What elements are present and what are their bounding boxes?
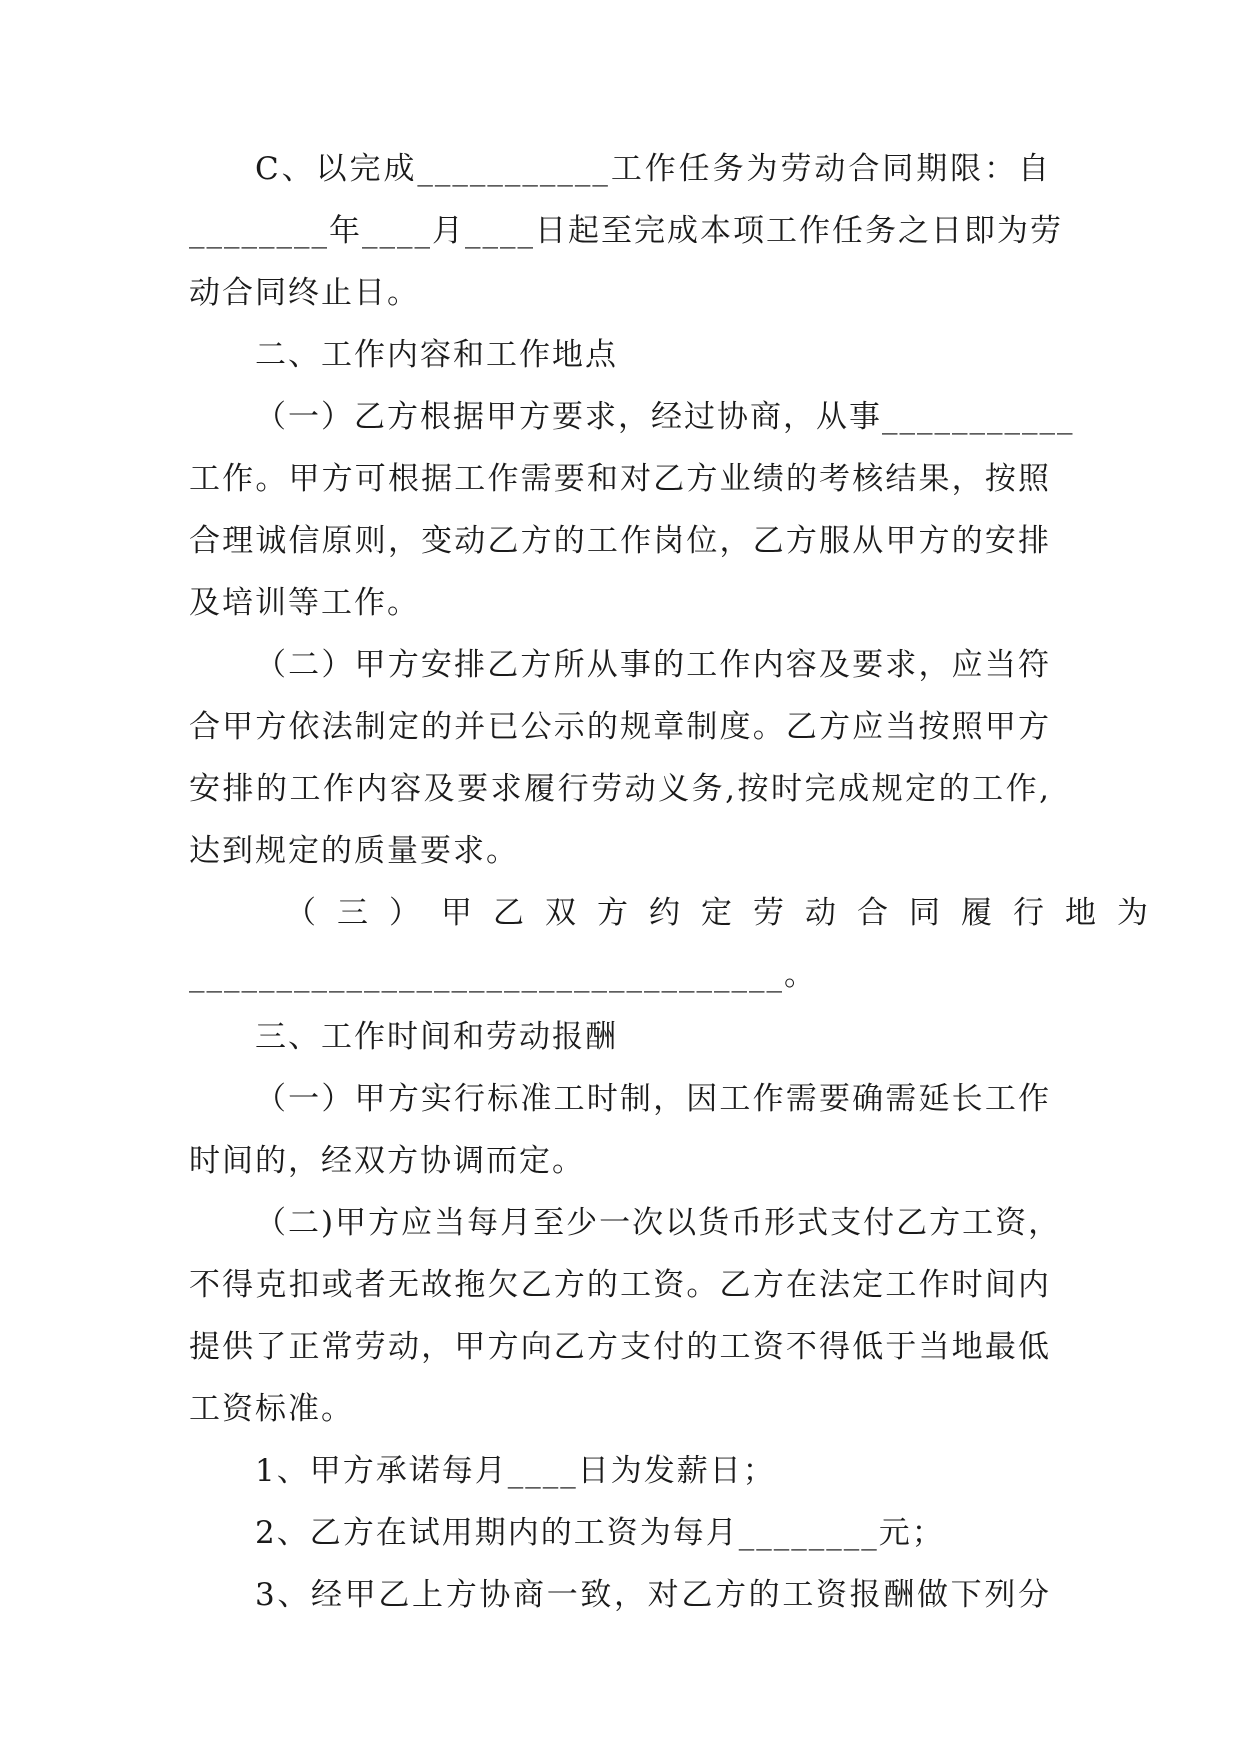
text-line: （三）甲乙双方约定劳动合同履行地为 [285,895,1169,931]
text-line: 工资标准。 [189,1391,354,1427]
text-line: 合甲方依法制定的并已公示的规章制度。乙方应当按照甲方 [189,709,1051,745]
text-line: 工作。甲方可根据工作需要和对乙方业绩的考核结果，按照 [189,461,1051,497]
section-heading: 三、工作时间和劳动报酬 [255,1019,618,1055]
text-line: 合理诚信原则，变动乙方的工作岗位，乙方服从甲方的安排 [189,523,1051,559]
text-line: ________年____月____日起至完成本项工作任务之日即为劳 [189,213,1063,249]
document-page [189,138,1169,1626]
text-line: （二)甲方应当每月至少一次以货币形式支付乙方工资， [255,1205,1062,1241]
text-line: （二）甲方安排乙方所从事的工作内容及要求，应当符 [255,647,1051,683]
text-line: 时间的，经双方协调而定。 [189,1143,585,1179]
text-line: 提供了正常劳动，甲方向乙方支付的工资不得低于当地最低 [189,1329,1051,1365]
text-line: 动合同终止日。 [189,275,420,311]
text-line: 达到规定的质量要求。 [189,833,519,869]
list-item: 3、经甲乙上方协商一致，对乙方的工资报酬做下列分 [255,1577,1051,1613]
text-line: C、以完成___________工作任务为劳动合同期限：自 [255,151,1051,187]
text-line: 安排的工作内容及要求履行劳动义务,按时完成规定的工作, [189,771,1051,807]
list-item: 2、乙方在试用期内的工资为每月________元； [255,1515,945,1551]
section-heading: 二、工作内容和工作地点 [255,337,618,373]
text-line: 及培训等工作。 [189,585,420,621]
text-line: （一）甲方实行标准工时制，因工作需要确需延长工作 [255,1081,1051,1117]
text-line: __________________________________。 [189,957,817,993]
list-item: 1、甲方承诺每月____日为发薪日； [255,1453,776,1489]
text-line: 不得克扣或者无故拖欠乙方的工资。乙方在法定工作时间内 [189,1267,1051,1303]
text-line: （一）乙方根据甲方要求，经过协商，从事___________ [255,399,1075,435]
